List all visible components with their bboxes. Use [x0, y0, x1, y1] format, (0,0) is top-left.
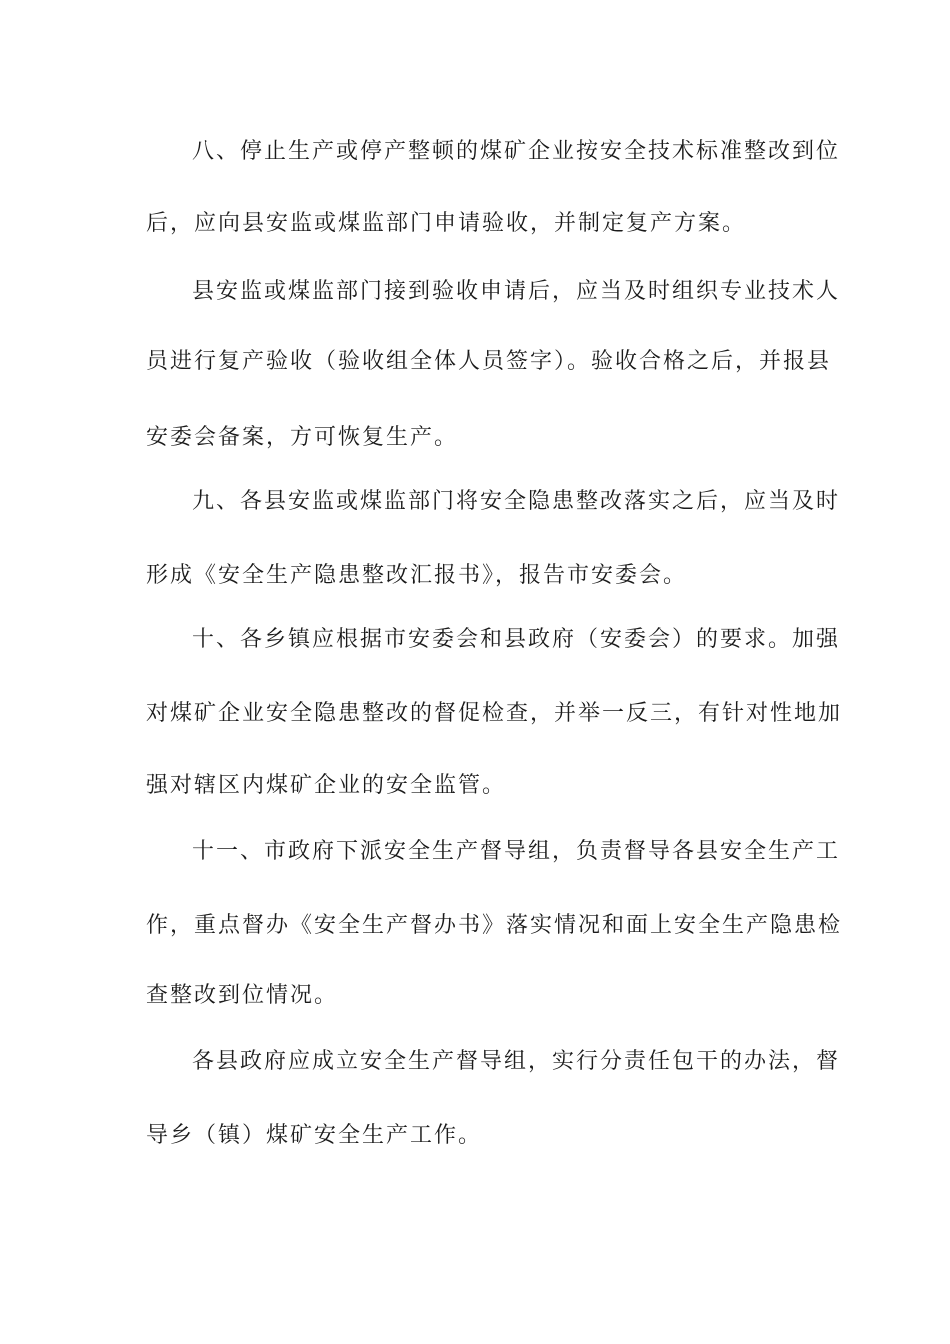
- paragraph-8-line-1: 八、停止生产或停产整顿的煤矿企业按安全技术标准整改到位: [192, 139, 841, 164]
- paragraph-11b-line-1: 各县政府应成立安全生产督导组，实行分责任包干的办法，督: [192, 1049, 841, 1074]
- paragraph-8b-line-3: 安委会备案，方可恢复生产。: [146, 425, 459, 450]
- paragraph-10-line-2: 对煤矿企业安全隐患整改的督促检查，并举一反三，有针对性地加: [146, 701, 843, 726]
- paragraph-10-line-3: 强对辖区内煤矿企业的安全监管。: [146, 773, 507, 798]
- paragraph-9-line-1: 九、各县安监或煤监部门将安全隐患整改落实之后，应当及时: [192, 489, 841, 514]
- paragraph-8b-line-2: 员进行复产验收（验收组全体人员签字）。验收合格之后，并报县: [146, 349, 832, 374]
- paragraph-9-line-2: 形成《安全生产隐患整改汇报书》，报告市安委会。: [146, 563, 688, 588]
- paragraph-11b-line-2: 导乡（镇）煤矿安全生产工作。: [146, 1123, 483, 1148]
- paragraph-11-line-3: 查整改到位情况。: [146, 983, 339, 1008]
- paragraph-11-line-1: 十一、市政府下派安全生产督导组，负责督导各县安全生产工: [192, 839, 841, 864]
- paragraph-8-line-2: 后，应向县安监或煤监部门申请验收，并制定复产方案。: [146, 211, 747, 236]
- paragraph-8b-line-1: 县安监或煤监部门接到验收申请后，应当及时组织专业技术人: [192, 279, 841, 304]
- paragraph-10-line-1: 十、各乡镇应根据市安委会和县政府（安委会）的要求。加强: [192, 627, 841, 652]
- paragraph-11-line-2: 作，重点督办《安全生产督办书》落实情况和面上安全生产隐患检: [146, 913, 843, 938]
